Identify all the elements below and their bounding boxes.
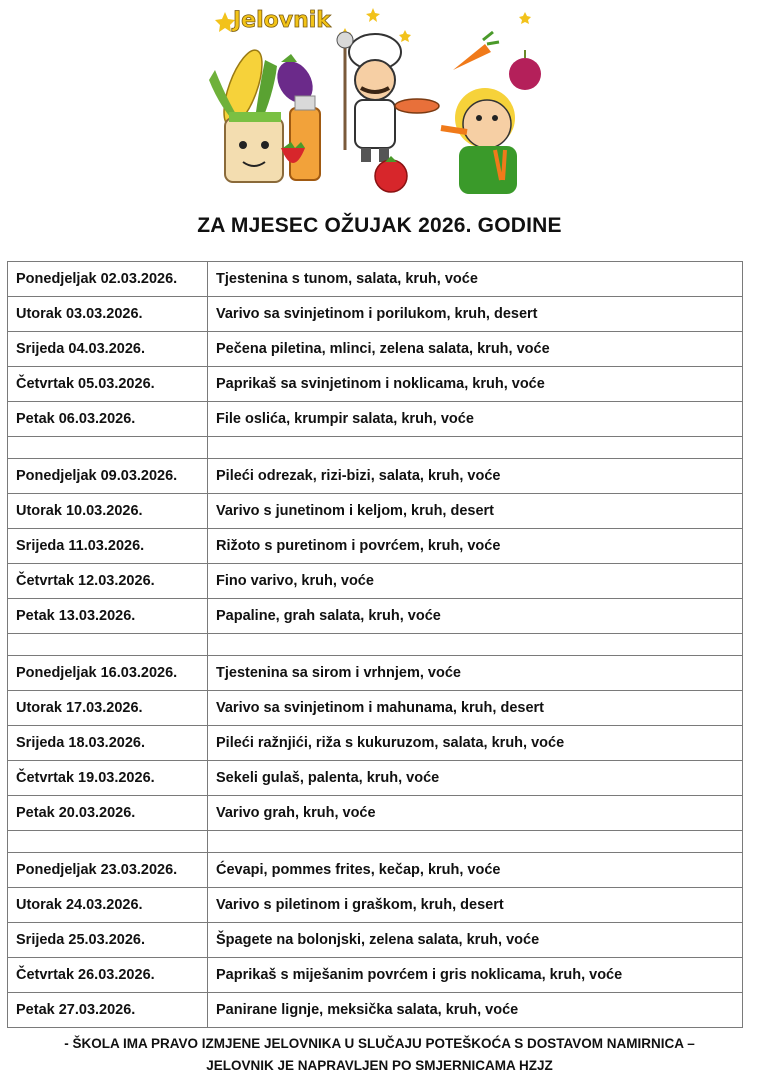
table-row (8, 726, 743, 761)
meal-cell: Pileći odrezak, rizi-bizi, salata, kruh, voće (208, 459, 743, 494)
day-date-cell: Ponedjeljak 23.03.2026. (8, 853, 208, 888)
boy-eating-carrot-icon (441, 88, 517, 194)
empty-cell (8, 437, 208, 459)
table-row (8, 402, 743, 437)
table-row (8, 993, 743, 1028)
meal-cell: Rižoto s puretinom i povrćem, kruh, voće (208, 529, 743, 564)
week-separator-row (8, 437, 743, 459)
meal-cell: Tjestenina s tunom, salata, kruh, voće (208, 262, 743, 297)
day-date-cell: Srijeda 04.03.2026. (8, 332, 208, 367)
day-date-cell: Ponedjeljak 02.03.2026. (8, 262, 208, 297)
table-row (8, 761, 743, 796)
meal-cell: Panirane lignje, meksička salata, kruh, voće (208, 993, 743, 1028)
day-date-cell: Srijeda 18.03.2026. (8, 726, 208, 761)
juice-bottle-icon (290, 96, 320, 180)
day-date-cell: Četvrtak 12.03.2026. (8, 564, 208, 599)
meal-cell: Paprikaš sa svinjetinom i noklicama, kruh, voće (208, 367, 743, 402)
day-date-cell: Četvrtak 26.03.2026. (8, 958, 208, 993)
table-row (8, 691, 743, 726)
meal-cell: Sekeli gulaš, palenta, kruh, voće (208, 761, 743, 796)
empty-cell (208, 437, 743, 459)
meal-cell: Varivo s piletinom i graškom, kruh, desert (208, 888, 743, 923)
table-row (8, 564, 743, 599)
week-separator-row (8, 634, 743, 656)
meal-cell: File oslića, krumpir salata, kruh, voće (208, 402, 743, 437)
day-date-cell: Četvrtak 05.03.2026. (8, 367, 208, 402)
meal-cell: Varivo sa svinjetinom i mahunama, kruh, desert (208, 691, 743, 726)
empty-cell (208, 634, 743, 656)
meal-cell: Varivo sa svinjetinom i porilukom, kruh, desert (208, 297, 743, 332)
meal-cell: Tjestenina sa sirom i vrhnjem, voće (208, 656, 743, 691)
meal-cell: Paprikaš s miješanim povrćem i gris noklicama, kruh, voće (208, 958, 743, 993)
menu-table (7, 261, 743, 1028)
table-row (8, 923, 743, 958)
day-date-cell: Četvrtak 19.03.2026. (8, 761, 208, 796)
day-date-cell: Petak 06.03.2026. (8, 402, 208, 437)
table-row (8, 888, 743, 923)
day-date-cell: Utorak 10.03.2026. (8, 494, 208, 529)
footer-line-1: - ŠKOLA IMA PRAVO IZMJENE JELOVNIKA U SLUČAJU POTEŠKOĆA S DOSTAVOM NAMIRNICA – (64, 1036, 695, 1051)
week-separator-row (8, 831, 743, 853)
day-date-cell: Srijeda 25.03.2026. (8, 923, 208, 958)
meal-cell: Pečena piletina, mlinci, zelena salata, kruh, voće (208, 332, 743, 367)
meal-cell: Špagete na bolonjski, zelena salata, kruh, voće (208, 923, 743, 958)
table-row (8, 529, 743, 564)
footer-note (0, 1033, 759, 1077)
day-date-cell: Petak 13.03.2026. (8, 599, 208, 634)
empty-cell (8, 634, 208, 656)
chef-icon (337, 32, 439, 162)
table-row (8, 367, 743, 402)
table-row (8, 656, 743, 691)
meal-cell: Varivo s junetinom i keljom, kruh, desert (208, 494, 743, 529)
table-row (8, 958, 743, 993)
day-date-cell: Petak 20.03.2026. (8, 796, 208, 831)
day-date-cell: Utorak 17.03.2026. (8, 691, 208, 726)
logo-text: Jelovnik (233, 8, 331, 33)
table-row (8, 796, 743, 831)
page-title: ZA MJESEC OŽUJAK 2026. GODINE (197, 214, 562, 237)
meal-cell: Fino varivo, kruh, voće (208, 564, 743, 599)
day-date-cell: Petak 27.03.2026. (8, 993, 208, 1028)
table-row (8, 853, 743, 888)
empty-cell (8, 831, 208, 853)
table-row (8, 332, 743, 367)
menu-table-body (8, 262, 743, 1028)
table-row (8, 262, 743, 297)
table-row (8, 297, 743, 332)
jelovnik-header-illustration (195, 0, 565, 200)
sandwich-icon (225, 112, 283, 182)
meal-cell: Papaline, grah salata, kruh, voće (208, 599, 743, 634)
table-row (8, 459, 743, 494)
footer-line-2: JELOVNIK JE NAPRAVLJEN PO SMJERNICAMA HZJZ (206, 1058, 553, 1073)
meal-cell: Varivo grah, kruh, voće (208, 796, 743, 831)
carrot-icon (453, 32, 499, 70)
day-date-cell: Ponedjeljak 16.03.2026. (8, 656, 208, 691)
day-date-cell: Srijeda 11.03.2026. (8, 529, 208, 564)
table-row (8, 494, 743, 529)
meal-cell: Pileći ražnjići, riža s kukuruzom, salata, kruh, voće (208, 726, 743, 761)
table-row (8, 599, 743, 634)
day-date-cell: Utorak 24.03.2026. (8, 888, 208, 923)
empty-cell (208, 831, 743, 853)
day-date-cell: Utorak 03.03.2026. (8, 297, 208, 332)
day-date-cell: Ponedjeljak 09.03.2026. (8, 459, 208, 494)
onion-icon (509, 50, 541, 90)
meal-cell: Ćevapi, pommes frites, kečap, kruh, voće (208, 853, 743, 888)
